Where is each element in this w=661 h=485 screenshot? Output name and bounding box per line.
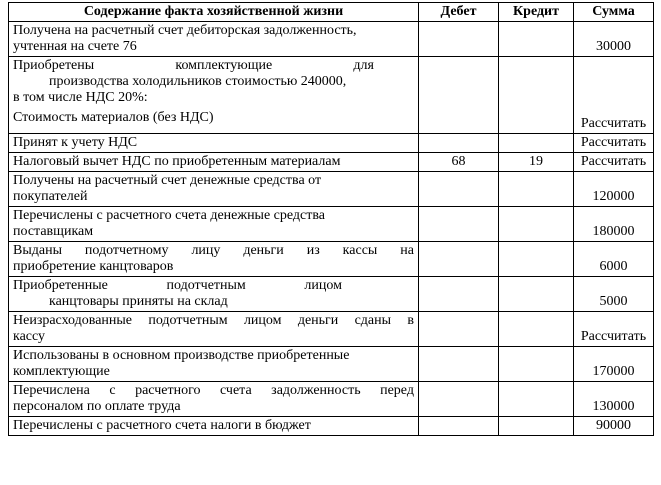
description-line: персоналом по оплате труда [13,399,181,414]
amount-cell: 90000 [574,417,654,436]
amount-cell: Рассчитать [574,153,654,172]
word: Неизрасходованные [13,313,133,328]
word: подотчетному [84,243,169,258]
table-row [9,242,654,277]
amount-cell: Рассчитать [574,57,654,134]
credit-cell [499,382,574,417]
description-line: Получена на расчетный счет дебиторская задолженность, [13,23,357,38]
debit-cell [419,57,499,134]
header-row [9,3,654,22]
word: деньги [297,313,339,328]
row-description [9,57,419,134]
word: Перечислена [13,383,90,398]
word: Приобретенные [13,278,108,293]
description-line: в том числе НДС 20%: [13,90,148,105]
word: с [109,383,116,398]
debit-cell [419,277,499,312]
word: сданы [354,313,392,328]
description-line: производства холодильников стоимостью 240000, [49,74,347,89]
description-line: поставщикам [13,224,94,239]
amount-cell: 6000 [574,242,654,277]
row-description [9,242,419,277]
word: перед [380,383,414,398]
debit-cell [419,172,499,207]
description-line [13,58,414,74]
description-line [13,243,414,259]
debit-cell [419,242,499,277]
table-row [9,22,654,57]
row-description: Перечислены с расчетного счета налоги в бюджет [9,417,419,436]
table-row [9,382,654,417]
amount-cell: Рассчитать [574,134,654,153]
row-description [9,22,419,57]
amount-cell: Рассчитать [574,312,654,347]
header-description: Содержание факта хозяйственной жизни [9,3,419,22]
amount-cell: 120000 [574,172,654,207]
description-line: учтенная на счете 76 [13,39,137,54]
word: счета [219,383,252,398]
word: лицу [191,243,221,258]
credit-cell: 19 [499,153,574,172]
description-line: Перечислены с расчетного счета денежные средства [13,208,326,223]
row-description: Принят к учету НДС [9,134,419,153]
debit-cell [419,22,499,57]
description-line [13,278,414,294]
debit-cell [419,134,499,153]
credit-cell [499,312,574,347]
transactions-table [8,2,654,436]
word: кассы [342,243,378,258]
word: лицом [243,313,282,328]
row-description: Налоговый вычет НДС по приобретенным материалам [9,153,419,172]
debit-cell [419,312,499,347]
word: Приобретены [13,58,95,73]
description-line [13,383,414,399]
row-description [9,207,419,242]
word: подотчетным [148,313,228,328]
header-credit: Кредит [499,3,574,22]
row-description [9,347,419,382]
debit-cell [419,417,499,436]
amount-cell: 180000 [574,207,654,242]
debit-cell [419,382,499,417]
table-row [9,277,654,312]
credit-cell [499,134,574,153]
word: подотчетным [166,278,246,293]
description-line: кассу [13,329,46,344]
debit-cell [419,347,499,382]
word: Выданы [13,243,62,258]
description-line: Стоимость материалов (без НДС) [13,110,214,125]
debit-cell: 68 [419,153,499,172]
amount-cell: 130000 [574,382,654,417]
row-description [9,172,419,207]
credit-cell [499,347,574,382]
credit-cell [499,57,574,134]
credit-cell [499,172,574,207]
debit-cell [419,207,499,242]
table-row [9,57,654,134]
word: лицом [304,278,342,293]
header-debit: Дебет [419,3,499,22]
word: в [407,313,414,328]
table-row [9,153,654,172]
description-line: Получены на расчетный счет денежные средства от [13,173,322,188]
description-line: Использованы в основном производстве приобретенные [13,348,350,363]
word: из [306,243,320,258]
description-line: канцтовары приняты на склад [49,294,228,309]
credit-cell [499,207,574,242]
table-row [9,417,654,436]
word: задолженность [271,383,361,398]
table-row [9,207,654,242]
row-description [9,382,419,417]
table-row [9,134,654,153]
description-line [13,313,414,329]
credit-cell [499,277,574,312]
word: деньги [243,243,284,258]
amount-cell: 30000 [574,22,654,57]
word: комплектующие [175,58,273,73]
credit-cell [499,417,574,436]
word: расчетного [135,383,201,398]
description-line: комплектующие [13,364,110,379]
table-row [9,347,654,382]
row-description [9,312,419,347]
credit-cell [499,22,574,57]
credit-cell [499,242,574,277]
description-line: приобретение канцтоваров [13,259,174,274]
row-description [9,277,419,312]
word: для [353,58,374,73]
description-line: покупателей [13,189,88,204]
table-row [9,172,654,207]
amount-cell: 170000 [574,347,654,382]
amount-cell: 5000 [574,277,654,312]
word: на [400,243,414,258]
table-row [9,312,654,347]
header-amount: Сумма [574,3,654,22]
